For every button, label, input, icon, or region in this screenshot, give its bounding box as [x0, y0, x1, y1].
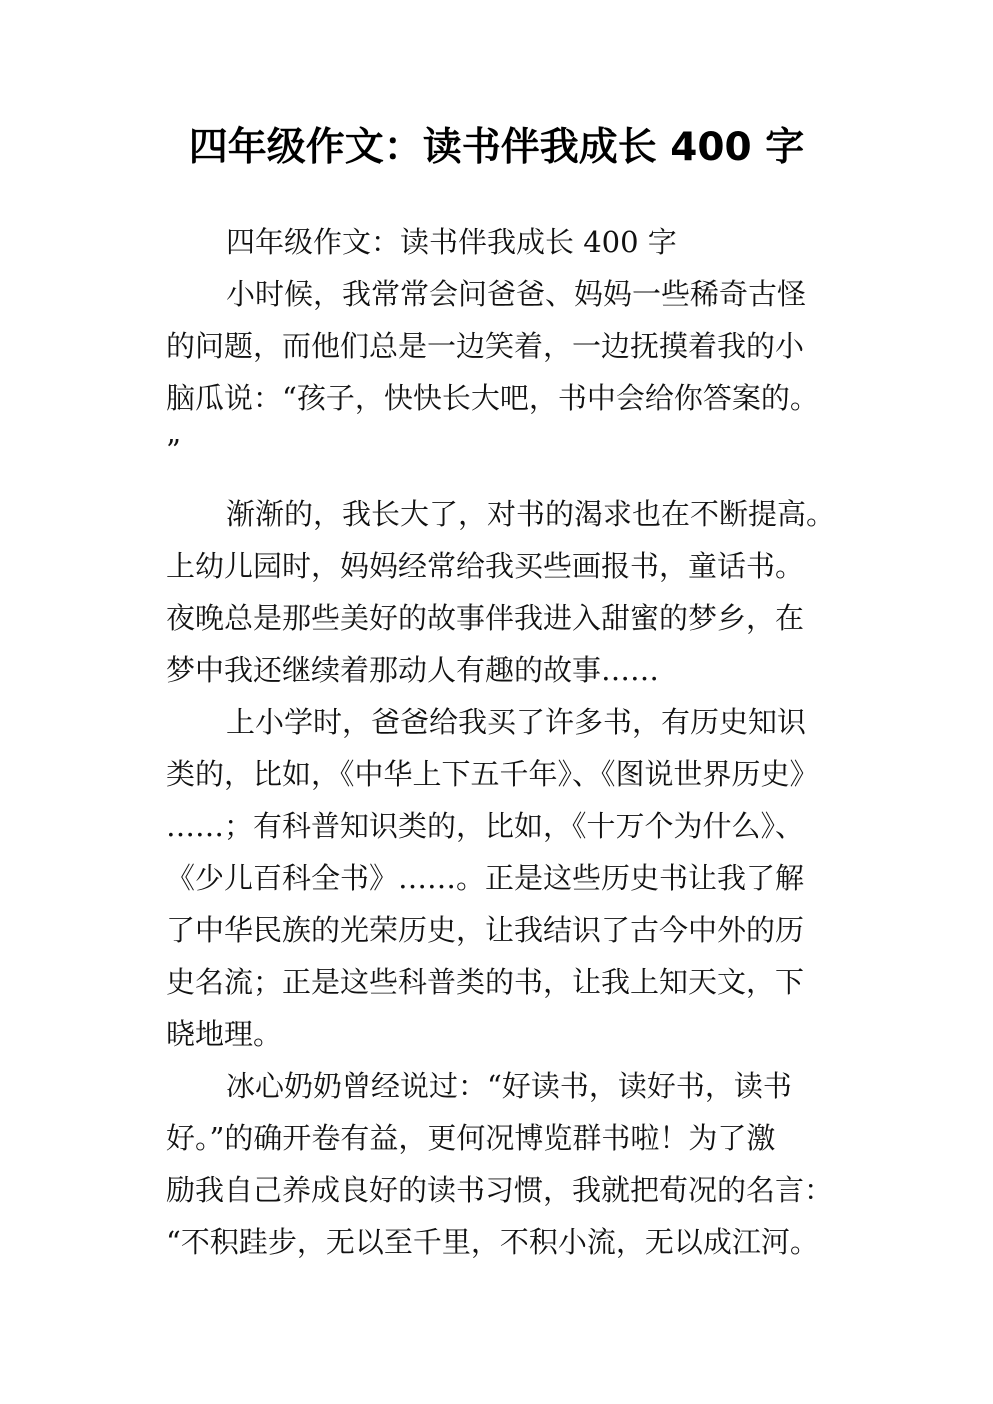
paragraph-line: 好。”的确开卷有益，更何况博览群书啦！为了激	[166, 1121, 776, 1155]
paragraph-gap	[166, 476, 836, 488]
paragraph-line: 冰心奶奶曾经说过：“好读书，读好书，读书	[226, 1069, 792, 1103]
paragraph-line: ……；有科普知识类的，比如，《十万个为什么》、	[166, 809, 805, 843]
paragraph-line: 上幼儿园时，妈妈经常给我买些画报书，童话书。	[166, 549, 805, 583]
document-title: 四年级作文：读书伴我成长 400 字	[188, 125, 805, 170]
paragraph-line: 类的，比如，《中华上下五千年》、《图说世界历史》	[166, 757, 819, 791]
paragraph-line: 《少儿百科全书》……。正是这些历史书让我了解	[166, 861, 805, 895]
paragraph-line: 的问题，而他们总是一边笑着，一边抚摸着我的小	[166, 329, 805, 363]
paragraph-line: 晓地理。	[166, 1017, 283, 1051]
paragraph-line: 励我自己养成良好的读书习惯，我就把荀况的名言：	[166, 1173, 834, 1207]
paragraph-heading-line: 四年级作文：读书伴我成长 400 字	[226, 225, 677, 259]
paragraph-line: 脑瓜说：“孩子，快快长大吧，书中会给你答案的。	[166, 381, 819, 415]
document-body	[166, 216, 836, 1268]
paragraph-line: “不积跬步，无以至千里，不积小流，无以成江河。	[166, 1225, 819, 1259]
paragraph-line: ”	[166, 433, 181, 467]
paragraph-line: 史名流；正是这些科普类的书，让我上知天文，下	[166, 965, 805, 999]
paragraph-line: 夜晚总是那些美好的故事伴我进入甜蜜的梦乡，在	[166, 601, 805, 635]
paragraph-line: 渐渐的，我长大了，对书的渴求也在不断提高。	[226, 497, 836, 531]
paragraph-line: 了中华民族的光荣历史，让我结识了古今中外的历	[166, 913, 805, 947]
paragraph-line: 小时候，我常常会问爸爸、妈妈一些稀奇古怪	[226, 277, 807, 311]
paragraph-line: 梦中我还继续着那动人有趣的故事……	[166, 653, 660, 687]
paragraph-line: 上小学时，爸爸给我买了许多书，有历史知识	[226, 705, 807, 739]
